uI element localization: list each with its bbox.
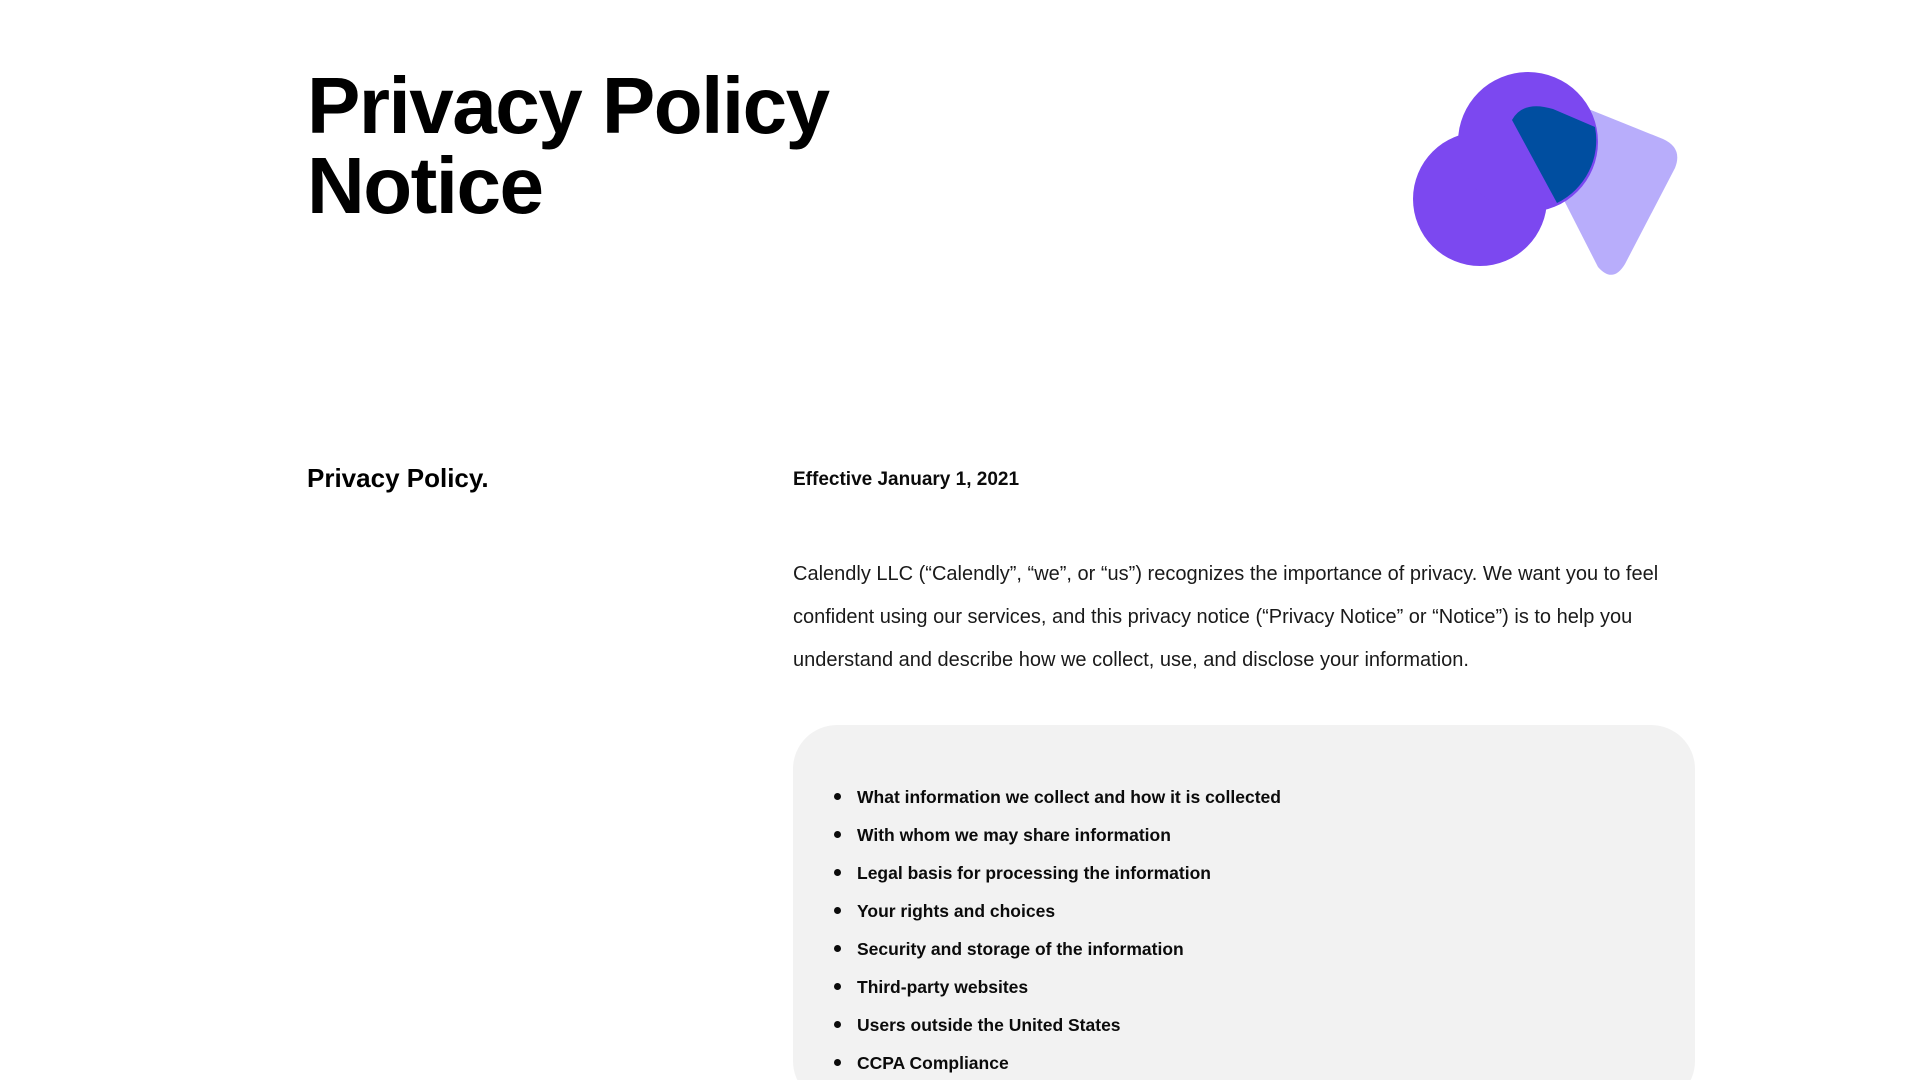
page-title-line-2: Notice bbox=[307, 141, 543, 230]
page-title-line-1: Privacy Policy bbox=[307, 61, 829, 150]
toc-item-label: What information we collect and how it is collected bbox=[857, 787, 1281, 807]
toc-item-label: With whom we may share information bbox=[857, 825, 1171, 845]
toc-item-ccpa[interactable] bbox=[857, 1044, 1695, 1080]
table-of-contents-card bbox=[793, 725, 1695, 1080]
toc-item-label: Third-party websites bbox=[857, 977, 1029, 997]
intro-paragraph: Calendly LLC (“Calendly”, “we”, or “us”) recognizes the importance of privacy. We want you to feel confident using our services, and this privacy notice (“Privacy Notice” or “Notice”) is to help you understand and describe how we collect, use, and disclose your information. bbox=[793, 563, 1659, 671]
section-label: Privacy Policy. bbox=[307, 463, 489, 493]
toc-item-third-party[interactable] bbox=[857, 968, 1695, 1006]
toc-item-outside-us[interactable] bbox=[857, 1006, 1695, 1044]
bullet-icon bbox=[834, 983, 841, 990]
toc-item-label: Legal basis for processing the information bbox=[857, 863, 1211, 883]
bullet-icon bbox=[834, 869, 841, 876]
bullet-icon bbox=[834, 945, 841, 952]
bullet-icon bbox=[834, 1059, 841, 1066]
page-title bbox=[307, 61, 927, 230]
table-of-contents-list bbox=[793, 725, 1695, 1080]
bullet-icon bbox=[834, 831, 841, 838]
toc-item-label: Users outside the United States bbox=[857, 1015, 1121, 1035]
toc-item-legal-basis[interactable] bbox=[857, 854, 1695, 892]
toc-item-security-storage[interactable] bbox=[857, 930, 1695, 968]
bullet-icon bbox=[834, 907, 841, 914]
toc-item-label: Security and storage of the information bbox=[857, 939, 1184, 959]
bullet-icon bbox=[834, 1021, 841, 1028]
toc-item-sharing[interactable] bbox=[857, 816, 1695, 854]
toc-item-label: Your rights and choices bbox=[857, 901, 1056, 921]
effective-date: Effective January 1, 2021 bbox=[793, 469, 1020, 490]
toc-item-rights-choices[interactable] bbox=[857, 892, 1695, 930]
toc-item-information-collected[interactable] bbox=[857, 778, 1695, 816]
bullet-icon bbox=[834, 793, 841, 800]
toc-item-label: CCPA Compliance bbox=[857, 1053, 1009, 1073]
abstract-shapes-illustration-icon bbox=[1395, 64, 1695, 284]
